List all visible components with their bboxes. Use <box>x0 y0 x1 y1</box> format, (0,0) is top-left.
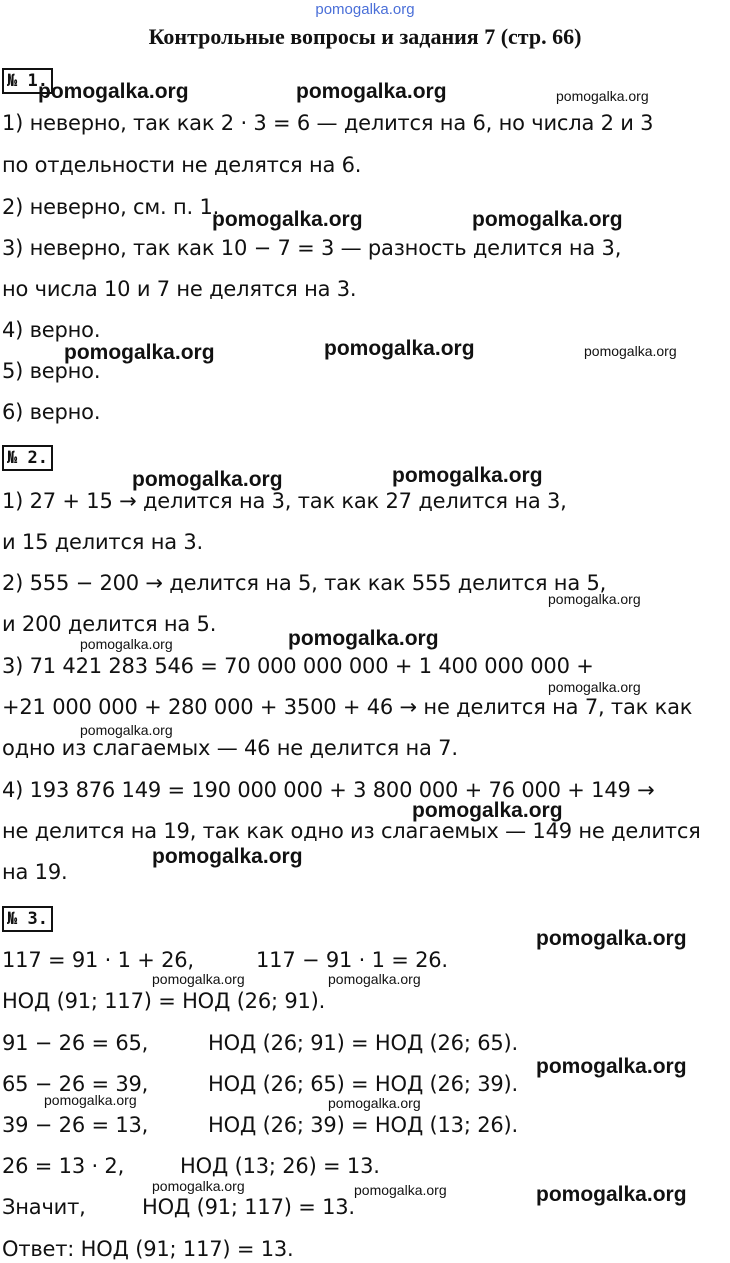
task3-line-left: 91 − 26 = 65, <box>2 1031 149 1055</box>
watermark-text: pomogalka.org <box>548 679 641 695</box>
task3-line-right: НОД (26; 39) = НОД (13; 26). <box>208 1113 518 1137</box>
watermark-text: pomogalka.org <box>64 341 215 364</box>
watermark-text: pomogalka.org <box>80 636 173 652</box>
watermark-text: pomogalka.org <box>296 80 447 103</box>
watermark-text: pomogalka.org <box>132 468 283 491</box>
site-watermark-header: pomogalka.org <box>315 1 415 18</box>
watermark-text: pomogalka.org <box>536 1055 687 1078</box>
watermark-text: pomogalka.org <box>152 845 303 868</box>
watermark-text: pomogalka.org <box>536 927 687 950</box>
task3-line-left: 26 = 13 · 2, <box>2 1154 125 1178</box>
task1-line: 5) верно. <box>2 359 101 383</box>
watermark-text: pomogalka.org <box>472 208 623 231</box>
task1-line: но числа 10 и 7 не делятся на 3. <box>2 277 357 301</box>
page-title: Контрольные вопросы и задания 7 (стр. 66) <box>148 24 582 49</box>
task3-line-left: Значит, <box>2 1195 86 1219</box>
task3-line-left: 65 − 26 = 39, <box>2 1072 149 1096</box>
task2-line: 2) 555 − 200 → делится на 5, так как 555 делится на 5, <box>2 571 607 595</box>
task2-line: 1) 27 + 15 → делится на 3, так как 27 делится на 3, <box>2 489 567 513</box>
watermark-text: pomogalka.org <box>412 799 563 822</box>
task1-line: 3) неверно, так как 10 − 7 = 3 — разность делится на 3, <box>2 236 622 260</box>
task2-line: 3) 71 421 283 546 = 70 000 000 000 + 1 400 000 000 + <box>2 654 594 678</box>
watermark-text: pomogalka.org <box>328 1095 421 1111</box>
task3-line-right: НОД (26; 65) = НОД (26; 39). <box>208 1072 518 1096</box>
task3-line-right: НОД (91; 117) = 13. <box>142 1195 355 1219</box>
task2-line: на 19. <box>2 860 68 884</box>
task-badge-2: № 2. <box>2 445 53 471</box>
watermark-text: pomogalka.org <box>152 971 245 987</box>
watermark-text: pomogalka.org <box>80 722 173 738</box>
task1-line: 6) верно. <box>2 400 101 424</box>
task2-line: и 200 делится на 5. <box>2 612 217 636</box>
task3-line-left: НОД (91; 117) = НОД (26; 91). <box>2 989 326 1013</box>
watermark-text: pomogalka.org <box>288 627 439 650</box>
task1-line: 2) неверно, см. п. 1. <box>2 195 220 219</box>
watermark-text: pomogalka.org <box>152 1178 245 1194</box>
watermark-text: pomogalka.org <box>548 591 641 607</box>
task1-line: 4) верно. <box>2 318 101 342</box>
task-badge-3: № 3. <box>2 906 53 932</box>
task3-line-right: 117 − 91 · 1 = 26. <box>256 948 448 972</box>
watermark-text: pomogalka.org <box>324 337 475 360</box>
task3-line-right: НОД (26; 91) = НОД (26; 65). <box>208 1031 518 1055</box>
task3-line-left: 117 = 91 · 1 + 26, <box>2 948 194 972</box>
watermark-text: pomogalka.org <box>584 343 677 359</box>
task2-line: 4) 193 876 149 = 190 000 000 + 3 800 000 + 76 000 + 149 → <box>2 778 655 802</box>
watermark-text: pomogalka.org <box>392 464 543 487</box>
task2-line: одно из слагаемых — 46 не делится на 7. <box>2 736 458 760</box>
task1-line: 1) неверно, так как 2 · 3 = 6 — делится на 6, но числа 2 и 3 <box>2 111 654 135</box>
watermark-text: pomogalka.org <box>556 88 649 104</box>
task2-line: и 15 делится на 3. <box>2 530 204 554</box>
task3-line-left: Ответ: НОД (91; 117) = 13. <box>2 1237 294 1261</box>
task3-line-left: 39 − 26 = 13, <box>2 1113 149 1137</box>
watermark-text: pomogalka.org <box>38 80 189 103</box>
task-badge-1: № 1. <box>2 68 53 94</box>
watermark-text: pomogalka.org <box>44 1092 137 1108</box>
task1-line: по отдельности не делятся на 6. <box>2 153 362 177</box>
task2-line: не делится на 19, так как одно из слагаемых — 149 не делится <box>2 819 701 843</box>
watermark-text: pomogalka.org <box>354 1182 447 1198</box>
watermark-text: pomogalka.org <box>536 1183 687 1206</box>
watermark-text: pomogalka.org <box>212 208 363 231</box>
task2-line: +21 000 000 + 280 000 + 3500 + 46 → не делится на 7, так как <box>2 695 693 719</box>
task3-line-right: НОД (13; 26) = 13. <box>180 1154 380 1178</box>
watermark-text: pomogalka.org <box>328 971 421 987</box>
